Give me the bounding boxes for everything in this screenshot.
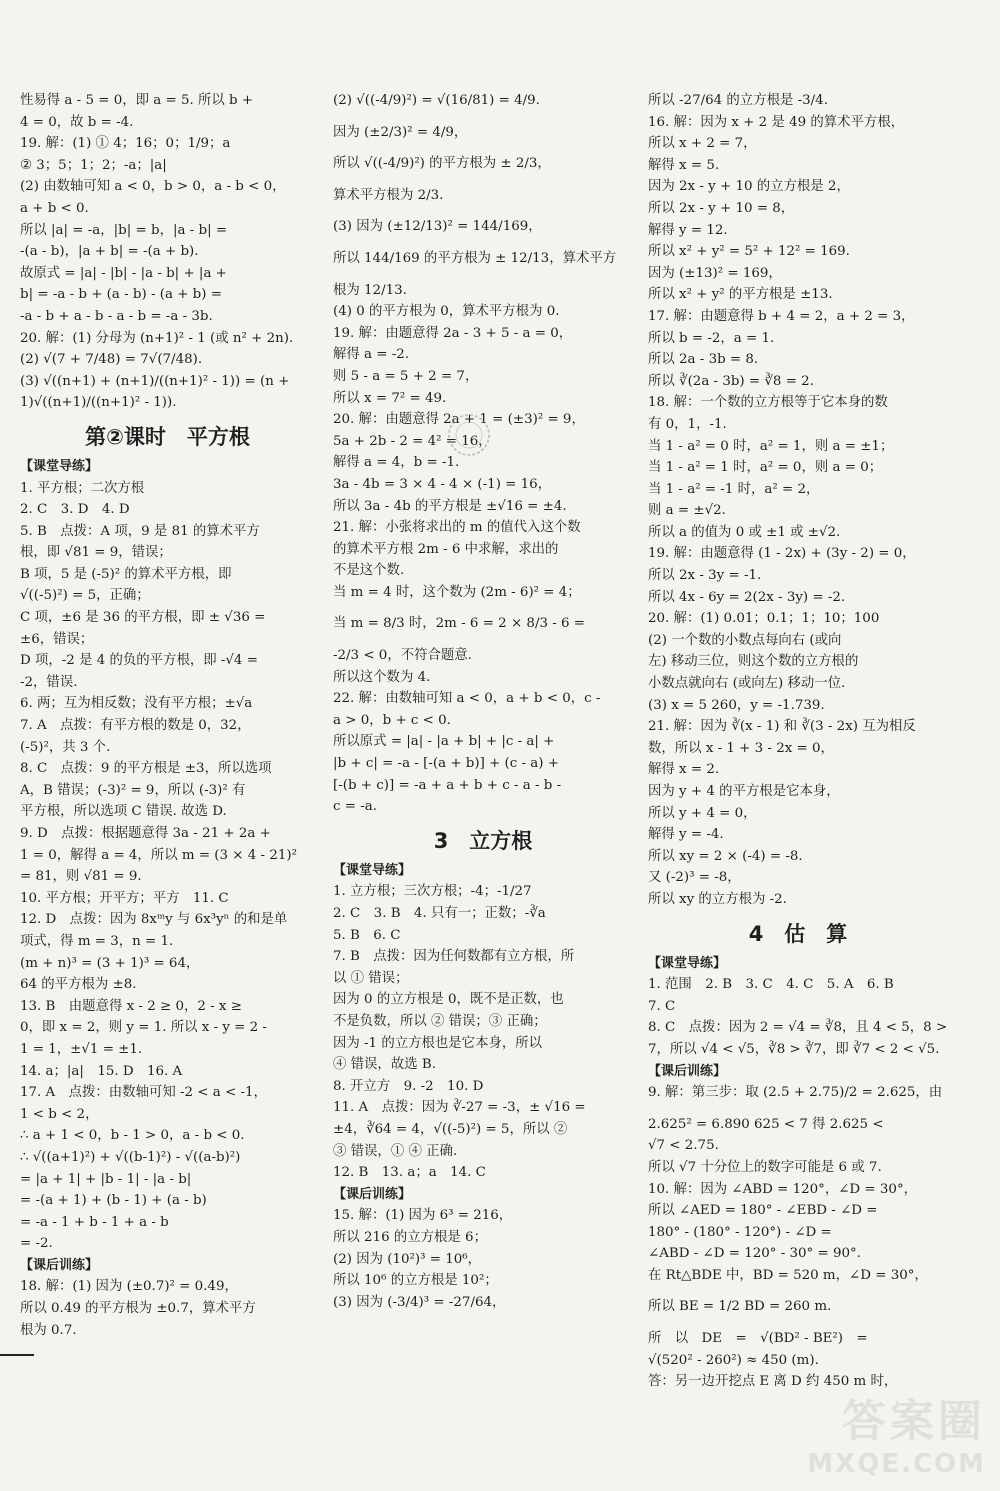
answer-line: -a - b + a - b - a - b = -a - 3b. [20,308,213,324]
answer-line: 根为 12/13. [333,282,407,298]
answer-line: 4 = 0，故 b = -4. [20,114,134,130]
answer-line: (4) 0 的平方根为 0，算术平方根为 0. [333,304,560,320]
answer-line: 14. a；|a| 15. D 16. A [20,1063,183,1079]
answer-line: -2/3 < 0，不符合题意. [333,648,472,664]
answer-line: 所以这个数为 4. [333,669,431,685]
answer-line: √((-5)²) = 5，正确； [20,588,150,604]
answer-line: 解得 a = 4，b = -1. [333,455,460,471]
answer-column-right [648,90,948,1393]
answer-line: 的算术平方根 2m - 6 中求解，求出的 [333,541,559,557]
answer-line: 9. 解：第三步：取 (2.5 + 2.75)/2 = 2.625，由 [648,1085,943,1101]
answer-line: 8. C 点拨：因为 2 = √4 = ∛8，且 4 < 5，8 > [648,1020,948,1036]
answer-line: 当 1 - a² = -1 时，a² = 2， [648,481,820,497]
answer-line: 解得 y = 12. [648,222,728,238]
answer-line: 所以 √((-4/9)²) 的平方根为 ± 2/3， [333,156,551,172]
answer-line: ∴ √((a+1)²) + √((b-1)²) - √((a-b)²) [20,1149,241,1165]
answer-line: 所以 x = 7² = 49. [333,390,447,406]
answer-line: = |a + 1| + |b - 1| - |a - b| [20,1171,192,1187]
answer-line [648,1286,948,1296]
answer-line: 当 1 - a² = 0 时，a² = 1，则 a = ±1； [648,438,894,454]
answer-line: (2) 一个数的小数点每向右 (或向 [648,632,842,648]
answer-line: 2. C 3. D 4. D [20,502,130,518]
answer-line: (3) 因为 (±12/13)² = 144/169， [333,219,542,235]
answer-line: 所以 2x - y + 10 = 8， [648,200,795,216]
answer-line: 平方根，所以选项 C 错误. 故选 D. [20,804,227,820]
answer-line: ④ 错误，故选 B. [333,1057,436,1073]
answer-line: 3a - 4b = 3 × 4 - 4 × (-1) = 16， [333,476,552,492]
answer-line: 1)√((n+1)/((n+1)² - 1)). [20,395,177,411]
answer-line: 因为 -1 的立方根也是它本身，所以 [333,1035,543,1051]
answer-line: 7. C [648,998,676,1014]
answer-line: A，B 错误；(-3)² = 9，所以 (-3)² 有 [20,782,246,798]
answer-line: 则 a = ±√2. [648,503,726,519]
answer-line: 根，即 √81 = 9，错误； [20,545,172,561]
answer-line: 所以 xy = 2 × (-4) = -8. [648,848,803,864]
answer-line [333,635,633,645]
answer-line [333,143,633,153]
section-heading: 【课后训练】 [648,1063,727,1079]
answer-line: 20. 解：(1) 0.01；0.1；1；10；100 [648,611,880,627]
answer-line: 所以 2a - 3b = 8. [648,352,759,368]
answer-line: 5a + 2b - 2 = 4² = 16， [333,433,492,449]
answer-line: 不是负数，所以 ② 错误；③ 正确； [333,1013,547,1029]
answer-line: 所以 0.49 的平方根为 ±0.7，算术平方 [20,1301,256,1317]
answer-line: 0，即 x = 2，则 y = 1. 所以 x - y = 2 - [20,1020,267,1036]
answer-line: 因为 (±13)² = 169， [648,265,782,281]
chapter-title: 4 估 算 [748,921,848,946]
answer-line: 10. 平方根；开平方；平方 11. C [20,890,229,906]
answer-line: 所以原式 = |a| - |a + b| + |c - a| + [333,734,555,750]
section-heading: 【课堂导练】 [648,955,727,971]
answer-line [333,603,633,613]
answer-line: 解得 x = 2. [648,762,720,778]
answer-line [333,175,633,185]
answer-line: = -2. [20,1236,53,1252]
answer-line: 小数点就向右 (或向左) 移动一位. [648,676,846,692]
answer-line: 因为 0 的立方根是 0，既不是正数，也 [333,992,564,1008]
answer-line: = -(a + 1) + (b - 1) + (a - b) [20,1193,207,1209]
answer-line: 180° - (180° - 120°) - ∠D = [648,1224,832,1240]
section-heading: 【课后训练】 [20,1257,99,1273]
section-heading: 【课堂导练】 [20,458,99,474]
answer-line: D 项，-2 是 4 的负的平方根，即 -√4 = [20,653,258,669]
answer-line: 所以 4x - 6y = 2(2x - 3y) = -2. [648,589,846,605]
answer-line: (3) √((n+1) + (n+1)/((n+1)² - 1)) = (n + [20,373,290,389]
watermark-title: 答案圈 [842,1396,986,1447]
answer-line: (2) 由数轴可知 a < 0，b > 0，a - b < 0， [20,179,286,195]
answer-line: 11. A 点拨：因为 ∛-27 = -3，± √16 = [333,1100,586,1116]
answer-line: 64 的平方根为 ±8. [20,977,137,993]
answer-line: 有 0，1，-1. [648,416,727,432]
answer-line: 解得 y = -4. [648,827,724,843]
answer-line: 所以 216 的立方根是 6； [333,1229,487,1245]
answer-line: 当 m = 8/3 时，2m - 6 = 2 × 8/3 - 6 = [333,616,586,632]
answer-line: √7 < 2.75. [648,1138,719,1154]
answer-line: (3) x = 5 260，y = -1.739. [648,697,825,713]
answer-line: [-(b + c)] = -a + a + b + c - a - b - [333,777,562,793]
site-watermark [776,1385,986,1479]
answer-line: 20. 解：(1) 分母为 (n+1)² - 1 (或 n² + 2n). [20,330,294,346]
answer-line: 1. 范围 2. B 3. C 4. C 5. A 6. B [648,977,894,993]
answer-line: |b + c| = -a - [-(a + b)] + (c - a) + [333,756,559,772]
answer-line: (2) √(7 + 7/48) = 7√(7/48). [20,352,203,368]
answer-line: 12. B 13. a；a 14. C [333,1165,486,1181]
answer-line: 又 (-2)³ = -8， [648,870,741,886]
answer-line: (2) 因为 (10²)³ = 10⁶， [333,1251,482,1267]
answer-line: (m + n)³ = (3 + 1)³ = 64， [20,955,200,971]
answer-line: a + b < 0. [20,200,89,216]
answer-line: (2) √((-4/9)²) = √(16/81) = 4/9. [333,93,540,108]
answer-line: 所以 x² + y² 的平方根是 ±13. [648,287,833,303]
answer-line: 数，所以 x - 1 + 3 - 2x = 0， [648,740,834,756]
answer-line: ∴ a + 1 < 0，b - 1 > 0，a - b < 0. [20,1128,245,1144]
answer-line [333,112,633,122]
answer-column-left [20,90,315,1341]
answer-line: 19. 解：由题意得 (1 - 2x) + (3y - 2) = 0， [648,546,916,562]
answer-line: 在 Rt△BDE 中，BD = 520 m，∠D = 30°， [648,1267,928,1283]
answer-line: 因为 2x - y + 10 的立方根是 2， [648,179,850,195]
answer-line: 所以 -27/64 的立方根是 -3/4. [648,93,828,108]
answer-line: 故原式 = |a| - |b| - |a - b| + |a + [20,265,227,281]
answer-line: 不是这个数. [333,563,405,579]
answer-line: 1 < b < 2， [20,1106,99,1122]
answer-line: 所以 144/169 的平方根为 ± 12/13，算术平方 [333,250,617,266]
answer-line: (3) 因为 (-3/4)³ = -27/64， [333,1294,506,1310]
answer-line: 解得 x = 5. [648,157,720,173]
stamp-icon [444,410,494,460]
answer-line: 2. C 3. B 4. 只有一；正数；-∛a [333,906,546,921]
answer-line: 1 = 1，±√1 = ±1. [20,1041,143,1057]
answer-line: 所以 b = -2，a = 1. [648,330,775,346]
chapter-title: 3 立方根 [433,828,533,853]
answer-line: 项式，得 m = 3，n = 1. [20,933,174,949]
answer-line: 18. 解：一个数的立方根等于它本身的数 [648,395,888,411]
answer-line: 20. 解：由题意得 2a + 1 = (±3)² = 9， [333,412,585,428]
answer-line: 左) 移动三位，则这个数的立方根的 [648,654,859,670]
answer-line: 所以 10⁶ 的立方根是 10²； [333,1273,498,1289]
answer-line: 因为 (±2/3)² = 4/9， [333,124,468,140]
watermark-url: MXQE.COM [807,1449,986,1479]
answer-line: 5. B 6. C [333,927,401,943]
section-heading: 【课后训练】 [333,1186,412,1202]
answer-line [648,1104,948,1114]
answer-line: 5. B 点拨：A 项，9 是 81 的算术平方 [20,523,260,539]
answer-line: 所以 |a| = -a，|b| = b，|a - b| = [20,222,228,238]
answer-line: 以 ① 错误； [333,970,409,986]
answer-line: 12. D 点拨：因为 8xᵐy 与 6x³yⁿ 的和是单 [20,912,288,928]
answer-line: B 项，5 是 (-5)² 的算术平方根，即 [20,566,232,582]
answer-line: 所以 √7 十分位上的数字可能是 6 或 7. [648,1159,882,1175]
answer-line: 15. 解：(1) 因为 6³ = 216， [333,1208,513,1224]
answer-line: 8. C 点拨：9 的平方根是 ±3，所以选项 [20,761,272,777]
answer-line: 8. 开立方 9. -2 10. D [333,1078,484,1094]
answer-line: 17. A 点拨：由数轴可知 -2 < a < -1， [20,1085,267,1101]
answer-line: 13. B 由题意得 x - 2 ≥ 0，2 - x ≥ [20,998,242,1014]
answer-line: 1. 平方根；二次方根 [20,480,145,496]
answer-line: 6. 两；互为相反数；没有平方根；±√a [20,696,253,712]
answer-line: ±6，错误； [20,631,94,647]
answer-line: 19. 解：(1) ① 4；16；0；1/9；a [20,136,231,152]
answer-line: 当 m = 4 时，这个数为 (2m - 6)² = 4； [333,584,581,600]
answer-column-middle [333,90,633,1313]
answer-line: 17. 解：由题意得 b + 4 = 2，a + 2 = 3， [648,308,915,324]
answer-line: 21. 解：因为 ∛(x - 1) 和 ∛(3 - 2x) 互为相反 [648,719,916,735]
answer-line: 当 1 - a² = 1 时，a² = 0，则 a = 0； [648,460,883,476]
answer-line: √(520² - 260²) ≈ 450 (m). [648,1352,819,1368]
answer-line: 9. D 点拨：根据题意得 3a - 21 + 2a + [20,826,271,841]
answer-line: 所以 y + 4 = 0， [648,805,757,821]
answer-line: = 81，则 √81 = 9. [20,869,142,885]
answer-line: 19. 解：由题意得 2a - 3 + 5 - a = 0， [333,325,573,341]
answer-line: 22. 解：由数轴可知 a < 0，a + b < 0，c - [333,691,601,707]
answer-line [333,238,633,248]
answer-line: 7. B 点拨：因为任何数都有立方根，所 [333,949,575,965]
answer-line: -(a - b)，|a + b| = -(a + b). [20,244,199,260]
answer-line: b| = -a - b + (a - b) - (a + b) = [20,287,222,303]
answer-line: 所以 BE = 1/2 BD = 260 m. [648,1299,832,1315]
answer-line [333,206,633,216]
answer-line: 答：另一边开挖点 E 离 D 约 450 m 时， [648,1374,898,1390]
answer-line: -2，错误. [20,674,78,690]
answer-line: (-5)²，共 3 个. [20,739,111,755]
answer-line: 2.625² = 6.890 625 < 7 得 2.625 < [648,1116,884,1132]
answer-line: 16. 解：因为 x + 2 是 49 的算术平方根， [648,114,905,130]
answer-line [648,1318,948,1328]
answer-line: 解得 a = -2. [333,347,410,363]
answer-line: c = -a. [333,799,377,815]
answer-line: 1. 立方根；三次方根；-4；-1/27 [333,884,532,900]
answer-line: 7，所以 √4 < √5，∛8 > ∛7，即 ∛7 < 2 < √5. [648,1041,940,1057]
answer-line: ∠ABD - ∠D = 120° - 30° = 90°. [648,1246,861,1262]
answer-line: C 项，±6 是 36 的平方根，即 ± √36 = [20,610,266,626]
answer-line: a > 0，b + c < 0. [333,712,451,728]
answer-line: 所以 xy 的立方根为 -2. [648,891,787,907]
answer-line: 所以 x² + y² = 5² + 12² = 169. [648,244,850,260]
answer-line: 根为 0.7. [20,1322,77,1338]
answer-line: ③ 错误，① ④ 正确. [333,1143,458,1159]
answer-line: 所以 2x - 3y = -1. [648,568,762,584]
answer-line: 则 5 - a = 5 + 2 = 7， [333,368,479,384]
answer-line: 所以 a 的值为 0 或 ±1 或 ±√2. [648,524,841,540]
answer-line: 21. 解：小张将求出的 m 的值代入这个数 [333,520,581,536]
section-heading: 【课堂导练】 [333,862,412,878]
chapter-title: 第②课时 平方根 [85,424,250,449]
answer-line: = -a - 1 + b - 1 + a - b [20,1214,169,1230]
answer-line: 1 = 0，解得 a = 4，所以 m = (3 × 4 - 21)² [20,847,297,863]
footer-rule [0,1354,34,1356]
answer-line: ② 3；5；1；2；-a；|a| [20,157,167,173]
answer-line: 算术平方根为 2/3. [333,187,444,203]
answer-line: 所以 x + 2 = 7， [648,136,757,152]
answer-line: 性易得 a - 5 = 0，即 a = 5. 所以 b + [20,93,254,108]
answer-line: 7. A 点拨：有平方根的数是 0，32， [20,718,251,734]
answer-line: 所以 ∠AED = 180° - ∠EBD - ∠D = [648,1203,878,1219]
answer-line: 10. 解：因为 ∠ABD = 120°，∠D = 30°， [648,1181,918,1197]
answer-line: 所以 ∛(2a - 3b) = ∛8 = 2. [648,373,814,389]
answer-line: 所 以 DE = √(BD² - BE²) = [648,1331,868,1347]
answer-line: 18. 解：(1) 因为 (±0.7)² = 0.49， [20,1279,238,1295]
answer-line [333,270,633,280]
answer-line: 所以 3a - 4b 的平方根是 ±√16 = ±4. [333,498,567,514]
answer-line: 因为 y + 4 的平方根是它本身， [648,784,840,799]
answer-line: ±4，∛64 = 4，√((-5)²) = 5，所以 ② [333,1121,568,1137]
